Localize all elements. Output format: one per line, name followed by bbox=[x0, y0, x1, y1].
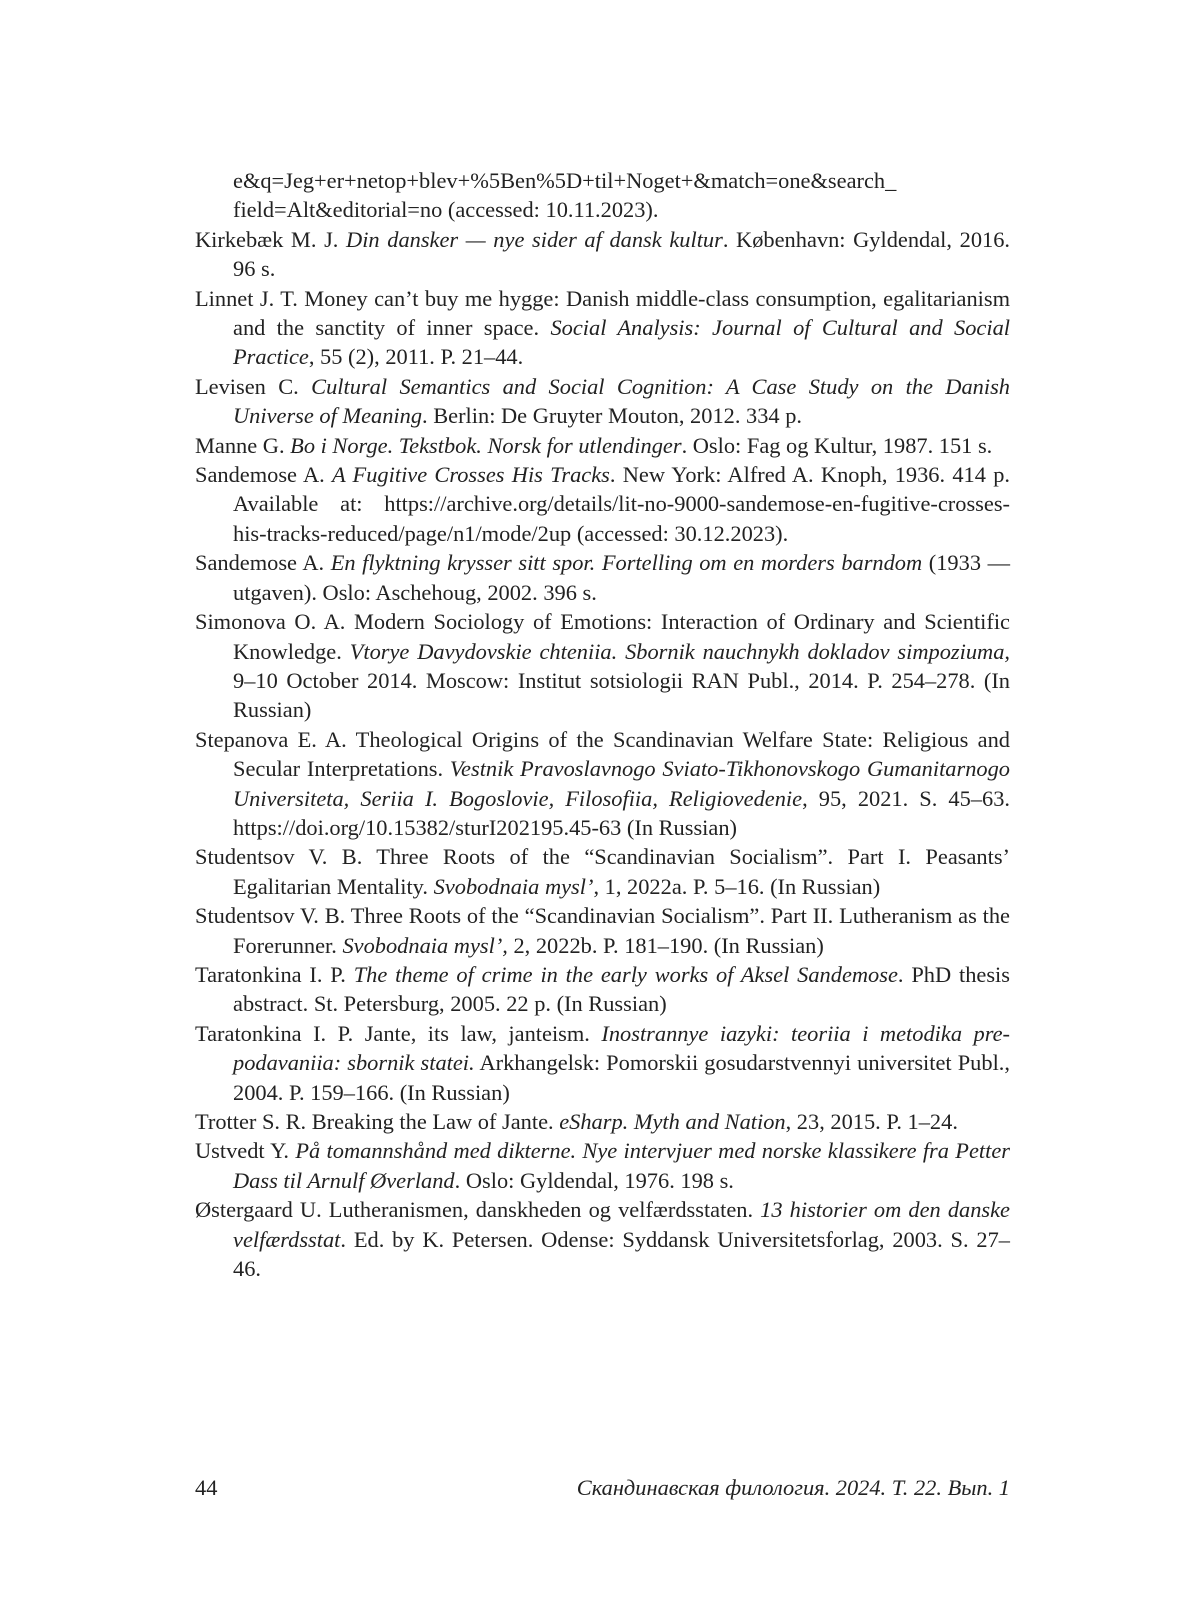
reference-entry bbox=[195, 431, 1010, 460]
reference-text: , 95, 2021. S. 45–63. https://doi.org/10.15382/sturI202195.45-63 (In Russian) bbox=[233, 785, 1011, 840]
reference-entry bbox=[195, 1107, 1010, 1136]
reference-entry bbox=[195, 166, 1010, 225]
reference-text: 2, 2022b. P. 181–190. (In Russian) bbox=[507, 932, 824, 958]
reference-entry bbox=[195, 284, 1010, 372]
reference-entry bbox=[195, 607, 1010, 725]
reference-title: Svobodnaia mysl’ bbox=[433, 873, 594, 899]
reference-text: Trotter S. R. Breaking the Law of Jante. bbox=[195, 1109, 560, 1134]
reference-text: , 55 (2), 2011. P. 21–44. bbox=[308, 344, 524, 370]
reference-text: Sandemose A. bbox=[195, 550, 331, 576]
reference-title: Cultural Semantics and Social Cognition: A Case Study on the Danish Universe of Meaning bbox=[233, 373, 1011, 429]
reference-text: e&q=Jeg+er+netop+blev+%5Ben%5D+til+Noget+&match=one&search_ field=Alt&editorial=no (accessed: 10.11.2023). bbox=[233, 168, 897, 223]
reference-text: , 1, 2022a. P. 5–16. (In Russian) bbox=[593, 873, 881, 899]
reference-text: . Berlin: De Gruyter Mouton, 2012. 334 p. bbox=[422, 403, 803, 429]
reference-text: Ustvedt Y. bbox=[195, 1138, 296, 1164]
reference-entry bbox=[195, 842, 1010, 901]
reference-text: Linnet J. T. Money can’t buy me hygge: Danish middle-class consumption, egalitarianism and the sanctity of inner space. bbox=[195, 285, 1010, 341]
reference-text: Kirkebæk M. J. bbox=[195, 226, 347, 252]
reference-title: Vestnik Pravoslavnogo Sviato-Tikhonovskogo Gumanitarnogo Universiteta, Seriia I. Bogoslovie, Filosofiia, Religiovedenie bbox=[233, 756, 1010, 811]
reference-text: Simonova O. A. Modern Sociology of Emotions: Interaction of Ordinary and Scientific Knowledge. bbox=[195, 609, 1010, 664]
reference-text: Studentsov V. B. Three Roots of the “Scandinavian Socialism”. Part II. Lutheranism as the Forerunner. bbox=[195, 903, 1010, 958]
reference-title: Bo i Norge. Tekstbok. Norsk for utlendinger bbox=[290, 432, 682, 458]
reference-text: Arkhangelsk: Pomorskii gosudarstvennyi universitet Publ., 2004. P. 159–166. (In Russian) bbox=[233, 1050, 1010, 1105]
reference-text: (1933 — utgaven). Oslo: Aschehoug, 2002. 396 s. bbox=[233, 550, 1010, 605]
reference-title: eSharp. Myth and Nation bbox=[559, 1109, 786, 1134]
reference-text: . Ed. by K. Petersen. Odense: Syddansk Universitetsforlag, 2003. S. 27–46. bbox=[233, 1226, 1010, 1282]
reference-entry bbox=[195, 372, 1010, 431]
reference-entry bbox=[195, 1019, 1010, 1107]
reference-title: Svobodnaia mysl’, bbox=[342, 932, 508, 958]
reference-entry bbox=[195, 901, 1010, 960]
reference-text: . New York: Alfred A. Knoph, 1936. 414 p. Available at: https://archive.org/details/lit-no-9000-sandemose-en-fugitive-crosses-his-tracks-reduced/page/n1/mode/2up (accessed: 30.12.2023). bbox=[233, 462, 1010, 546]
reference-list bbox=[195, 166, 1010, 1283]
reference-entry bbox=[195, 225, 1010, 284]
running-title: Скандинавская филология. 2024. Т. 22. Вып. 1 bbox=[576, 1475, 1010, 1500]
reference-text: , 23, 2015. P. 1–24. bbox=[785, 1109, 958, 1134]
reference-entry bbox=[195, 725, 1010, 843]
reference-title: En flyktning krysser sitt spor. Fortelling om en morders barndom bbox=[330, 550, 923, 576]
reference-title: The theme of crime in the early works of Aksel Sandemose bbox=[353, 961, 898, 987]
reference-entry bbox=[195, 1136, 1010, 1195]
reference-text: Manne G. bbox=[195, 432, 291, 458]
reference-text: Taratonkina I. P. Jante, its law, janteism. bbox=[195, 1020, 602, 1046]
reference-text: Sandemose A. bbox=[195, 462, 333, 488]
reference-entry bbox=[195, 548, 1010, 607]
reference-title: På tomannshånd med dikterne. Nye intervjuer med norske klassikere fra Petter Dass til Arnulf Øverland bbox=[233, 1138, 1010, 1193]
reference-text: . Oslo: Gyldendal, 1976. 198 s. bbox=[454, 1167, 734, 1193]
reference-text: Østergaard U. Lutheranismen, danskheden og velfærdsstaten. bbox=[195, 1197, 761, 1223]
reference-text: Levisen C. bbox=[195, 373, 312, 399]
reference-entry bbox=[195, 1195, 1010, 1283]
reference-text: Studentsov V. B. Three Roots of the “Scandinavian Socialism”. Part I. Peasants’ Egalitarian Mentality. bbox=[195, 844, 1010, 899]
page-number: 44 bbox=[195, 1475, 218, 1500]
reference-entry bbox=[195, 960, 1010, 1019]
reference-title: 13 historier om den danske velfærdsstat bbox=[233, 1197, 1010, 1252]
reference-entry bbox=[195, 460, 1010, 548]
reference-text: Stepanova E. A. Theological Origins of the Scandinavian Welfare State: Religious and Secular Interpretations. bbox=[195, 726, 1010, 782]
reference-title: Social Analysis: Journal of Cultural and Social Practice bbox=[233, 315, 1011, 370]
reference-text: . Oslo: Fag og Kultur, 1987. 151 s. bbox=[681, 432, 993, 458]
reference-title: Vtorye Davydovskie chteniia. Sbornik nauchnykh dokladov simpoziuma, bbox=[349, 638, 1010, 664]
reference-title: Din dansker — nye sider af dansk kultur bbox=[346, 226, 723, 252]
reference-text: . København: Gyldendal, 2016. 96 s. bbox=[233, 226, 1011, 282]
reference-text: 9–10 October 2014. Moscow: Institut sotsiologii RAN Publ., 2014. P. 254–278. (In Russian) bbox=[233, 667, 1010, 723]
reference-text: . PhD thesis abstract. St. Petersburg, 2005. 22 p. (In Russian) bbox=[233, 961, 1010, 1017]
reference-title: Inostrannye iazyki: teoriia i metodika prepodavaniia: sbornik statei. bbox=[233, 1020, 1010, 1076]
reference-title: A Fugitive Crosses His Tracks bbox=[332, 462, 610, 488]
reference-text: Taratonkina I. P. bbox=[195, 961, 354, 987]
